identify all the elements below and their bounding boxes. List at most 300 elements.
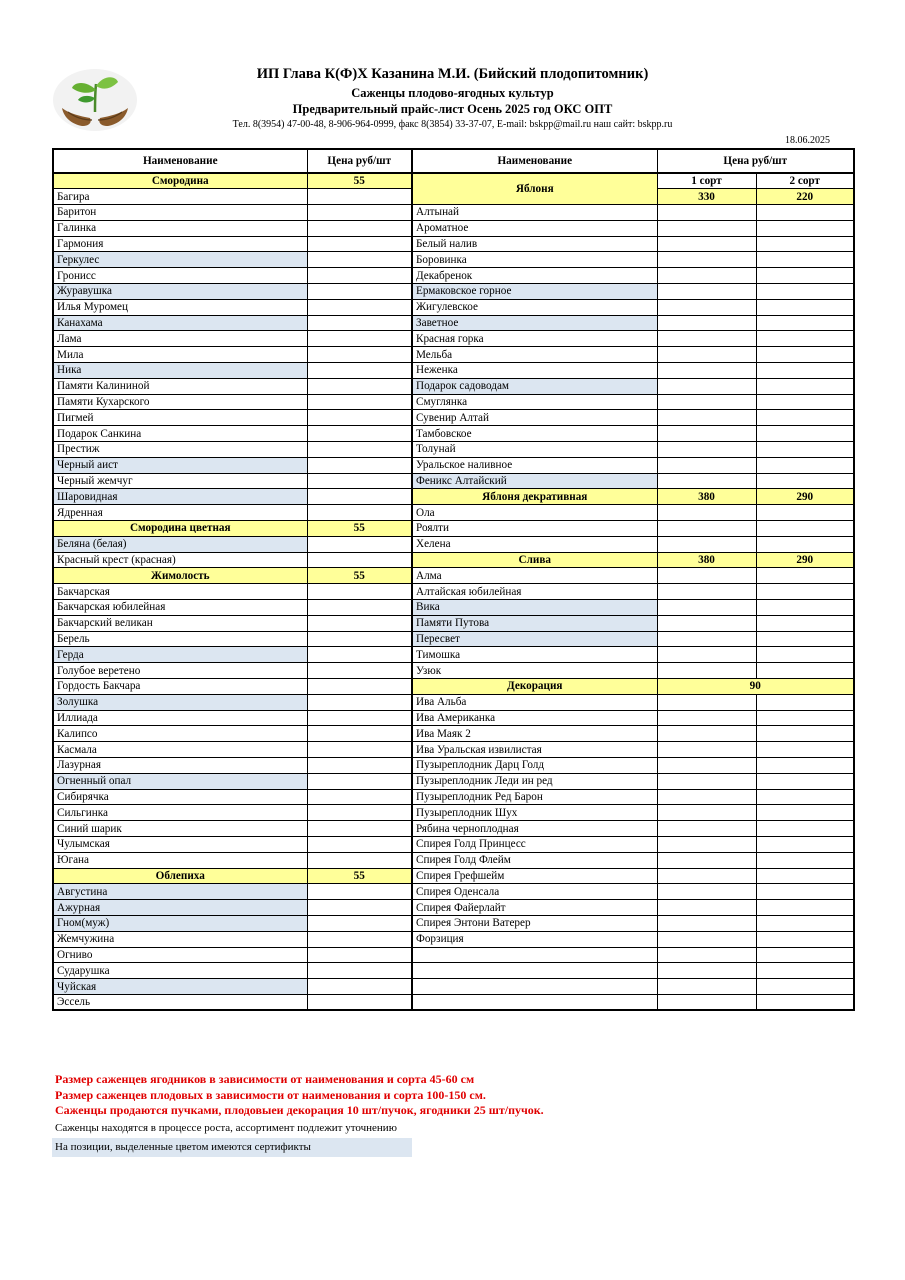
item-name: Баритон — [53, 205, 307, 221]
item-name: Памяти Калининой — [53, 378, 307, 394]
item-price — [307, 473, 412, 489]
item-price — [307, 363, 412, 379]
item-price2 — [756, 505, 854, 521]
item-price2 — [756, 331, 854, 347]
empty-cell — [412, 963, 657, 979]
table-row — [53, 584, 854, 600]
item-price1 — [657, 584, 756, 600]
item-price2 — [756, 710, 854, 726]
item-name: Эссель — [53, 994, 307, 1010]
item-price — [307, 536, 412, 552]
table-row — [53, 252, 854, 268]
item-name: Престиж — [53, 442, 307, 458]
item-name: Огненный опал — [53, 773, 307, 789]
item-name: Красный крест (красная) — [53, 552, 307, 568]
item-price1 — [657, 220, 756, 236]
item-price2 — [756, 457, 854, 473]
item-name: Мельба — [412, 347, 657, 363]
table-row — [53, 694, 854, 710]
table-row — [53, 931, 854, 947]
item-name: Журавушка — [53, 284, 307, 300]
empty-cell — [657, 947, 756, 963]
item-name: Спирея Файерлайт — [412, 900, 657, 916]
price-table — [52, 148, 855, 1011]
item-price — [307, 710, 412, 726]
item-name: Памяти Кухарского — [53, 394, 307, 410]
item-name: Бакчарская юбилейная — [53, 600, 307, 616]
item-price — [307, 315, 412, 331]
category-price1: 380 — [657, 489, 756, 505]
item-name: Спирея Энтони Ватерер — [412, 915, 657, 931]
item-name: Спирея Грефшейм — [412, 868, 657, 884]
item-price1 — [657, 789, 756, 805]
item-price1 — [657, 426, 756, 442]
item-price — [307, 852, 412, 868]
category-name: Смородина — [53, 173, 307, 189]
item-name: Августина — [53, 884, 307, 900]
company-title: ИП Глава К(Ф)Х Казанина М.И. (Бийский плодопитомник) — [256, 66, 649, 82]
item-price — [307, 220, 412, 236]
category-price2: 290 — [756, 552, 854, 568]
item-price1 — [657, 931, 756, 947]
hands-sprout-icon — [52, 68, 138, 132]
item-price — [307, 757, 412, 773]
item-price2 — [756, 394, 854, 410]
empty-cell — [412, 979, 657, 995]
item-price — [307, 647, 412, 663]
item-price2 — [756, 647, 854, 663]
item-price1 — [657, 252, 756, 268]
item-price2 — [756, 694, 854, 710]
table-row — [53, 457, 854, 473]
item-price1 — [657, 600, 756, 616]
table-row — [53, 568, 854, 584]
category-price: 55 — [307, 868, 412, 884]
table-row — [53, 394, 854, 410]
item-price — [307, 994, 412, 1010]
category-price: 55 — [307, 568, 412, 584]
table-row — [53, 663, 854, 679]
item-price1 — [657, 757, 756, 773]
item-price — [307, 394, 412, 410]
col-name2: Наименование — [412, 149, 657, 173]
item-name: Иллиада — [53, 710, 307, 726]
item-price — [307, 884, 412, 900]
table-row — [53, 426, 854, 442]
table-row — [53, 805, 854, 821]
table-row — [53, 299, 854, 315]
empty-cell — [756, 947, 854, 963]
item-name: Белый налив — [412, 236, 657, 252]
table-row — [53, 726, 854, 742]
table-row — [53, 600, 854, 616]
item-price — [307, 236, 412, 252]
item-name: Геркулес — [53, 252, 307, 268]
item-price1 — [657, 663, 756, 679]
item-price — [307, 489, 412, 505]
item-name: Ника — [53, 363, 307, 379]
item-price1 — [657, 694, 756, 710]
item-price1 — [657, 347, 756, 363]
item-price2 — [756, 315, 854, 331]
item-price1 — [657, 631, 756, 647]
item-name: Черный жемчуг — [53, 473, 307, 489]
item-price2 — [756, 868, 854, 884]
table-row — [53, 220, 854, 236]
item-name: Хелена — [412, 536, 657, 552]
item-price2 — [756, 726, 854, 742]
table-row — [53, 710, 854, 726]
table-row — [53, 505, 854, 521]
table-row — [53, 489, 854, 505]
item-price1 — [657, 647, 756, 663]
item-name: Югана — [53, 852, 307, 868]
table-row — [53, 631, 854, 647]
item-name: Пересвет — [412, 631, 657, 647]
category-name: Облепиха — [53, 868, 307, 884]
table-row — [53, 615, 854, 631]
table-row — [53, 442, 854, 458]
category-name: Яблоня — [412, 173, 657, 205]
item-name: Вика — [412, 600, 657, 616]
item-price — [307, 615, 412, 631]
item-price2 — [756, 236, 854, 252]
item-name: Пузыреплодник Ред Барон — [412, 789, 657, 805]
note-line: Размер саженцев ягодников в зависимости от наименования и сорта 45-60 см — [55, 1072, 475, 1086]
item-price2 — [756, 805, 854, 821]
item-price1 — [657, 536, 756, 552]
empty-cell — [412, 994, 657, 1010]
item-name: Чулымская — [53, 836, 307, 852]
empty-cell — [657, 963, 756, 979]
category-price: 55 — [307, 173, 412, 189]
item-price1 — [657, 615, 756, 631]
item-name: Бакчарская — [53, 584, 307, 600]
item-name: Подарок садоводам — [412, 378, 657, 394]
table-row — [53, 347, 854, 363]
item-price1 — [657, 568, 756, 584]
item-price2 — [756, 821, 854, 837]
item-price2 — [756, 915, 854, 931]
notes-red — [55, 1072, 544, 1119]
item-price1 — [657, 868, 756, 884]
item-name: Ива Маяк 2 — [412, 726, 657, 742]
note-line: Саженцы продаются пучками, плодовыеи декорация 10 шт/пучок, ягодники 25 шт/пучок. — [55, 1103, 544, 1118]
item-price1 — [657, 205, 756, 221]
item-price1 — [657, 315, 756, 331]
category-price2: 290 — [756, 489, 854, 505]
item-name: Уральское наливное — [412, 457, 657, 473]
item-price2 — [756, 299, 854, 315]
item-price1 — [657, 284, 756, 300]
item-price1 — [657, 884, 756, 900]
item-price1 — [657, 915, 756, 931]
item-name: Жигулевское — [412, 299, 657, 315]
item-name: Гном(муж) — [53, 915, 307, 931]
item-name: Лама — [53, 331, 307, 347]
item-price1 — [657, 299, 756, 315]
item-price1 — [657, 378, 756, 394]
table-row — [53, 679, 854, 695]
item-name: Форзиция — [412, 931, 657, 947]
item-name: Алтынай — [412, 205, 657, 221]
item-price2 — [756, 426, 854, 442]
item-price2 — [756, 773, 854, 789]
table-row — [53, 979, 854, 995]
item-name: Спирея Голд Принцесс — [412, 836, 657, 852]
item-name: Мила — [53, 347, 307, 363]
category-name: Жимолость — [53, 568, 307, 584]
item-price1 — [657, 363, 756, 379]
table-row — [53, 647, 854, 663]
empty-cell — [756, 979, 854, 995]
item-price2 — [756, 378, 854, 394]
table-row — [53, 268, 854, 284]
item-price — [307, 979, 412, 995]
table-row — [53, 868, 854, 884]
item-name: Ива Американка — [412, 710, 657, 726]
item-name: Огниво — [53, 947, 307, 963]
item-name: Галинка — [53, 220, 307, 236]
item-price — [307, 426, 412, 442]
item-price — [307, 963, 412, 979]
table-row — [53, 536, 854, 552]
item-price2 — [756, 631, 854, 647]
empty-cell — [412, 947, 657, 963]
item-name: Ермаковское горное — [412, 284, 657, 300]
empty-cell — [756, 963, 854, 979]
category-name: Яблоня декративная — [412, 489, 657, 505]
table-row — [53, 821, 854, 837]
item-name: Калипсо — [53, 726, 307, 742]
item-name: Тимошка — [412, 647, 657, 663]
item-price — [307, 631, 412, 647]
item-name: Ива Уральская извилистая — [412, 742, 657, 758]
item-name: Алтайская юбилейная — [412, 584, 657, 600]
table-row — [53, 363, 854, 379]
table-row — [53, 773, 854, 789]
item-price2 — [756, 884, 854, 900]
item-name: Жемчужина — [53, 931, 307, 947]
item-price — [307, 252, 412, 268]
item-price2 — [756, 663, 854, 679]
item-name: Канахама — [53, 315, 307, 331]
item-name: Синий шарик — [53, 821, 307, 837]
category-price1: 380 — [657, 552, 756, 568]
item-price1 — [657, 521, 756, 537]
item-price2 — [756, 252, 854, 268]
category-name: Декорация — [412, 679, 657, 695]
item-price2 — [756, 584, 854, 600]
item-name: Памяти Путова — [412, 615, 657, 631]
item-name: Сибирячка — [53, 789, 307, 805]
item-name: Гронисс — [53, 268, 307, 284]
item-price — [307, 836, 412, 852]
item-name: Гордость Бакчара — [53, 679, 307, 695]
item-price1 — [657, 505, 756, 521]
category-price2: 220 — [756, 189, 854, 205]
item-name: Герда — [53, 647, 307, 663]
item-price — [307, 378, 412, 394]
item-name: Касмала — [53, 742, 307, 758]
item-name: Багира — [53, 189, 307, 205]
table-row — [53, 473, 854, 489]
table-row — [53, 521, 854, 537]
table-row — [53, 205, 854, 221]
table-row — [53, 884, 854, 900]
item-name: Бакчарский великан — [53, 615, 307, 631]
item-price — [307, 584, 412, 600]
item-name: Смуглянка — [412, 394, 657, 410]
grade1-label: 1 сорт — [657, 173, 756, 189]
item-price1 — [657, 236, 756, 252]
col-name: Наименование — [53, 149, 307, 173]
subtitle: Саженцы плодово-ягодных культур — [351, 86, 554, 100]
item-name: Пигмей — [53, 410, 307, 426]
item-price2 — [756, 757, 854, 773]
item-price2 — [756, 789, 854, 805]
item-price — [307, 679, 412, 695]
table-row — [53, 852, 854, 868]
item-name: Подарок Санкина — [53, 426, 307, 442]
table-row — [53, 963, 854, 979]
item-price — [307, 284, 412, 300]
item-name: Декабренок — [412, 268, 657, 284]
item-name: Неженка — [412, 363, 657, 379]
item-name: Пузыреплодник Леди ин ред — [412, 773, 657, 789]
item-price1 — [657, 726, 756, 742]
item-price2 — [756, 220, 854, 236]
item-price1 — [657, 900, 756, 916]
item-name: Сильгинка — [53, 805, 307, 821]
item-price — [307, 805, 412, 821]
item-price2 — [756, 600, 854, 616]
item-name: Голубое веретено — [53, 663, 307, 679]
item-price2 — [756, 536, 854, 552]
table-row — [53, 173, 854, 189]
table-row — [53, 789, 854, 805]
item-name: Лазурная — [53, 757, 307, 773]
item-price — [307, 947, 412, 963]
item-name: Ядренная — [53, 505, 307, 521]
item-name: Роялти — [412, 521, 657, 537]
item-price — [307, 442, 412, 458]
item-price — [307, 189, 412, 205]
item-price2 — [756, 931, 854, 947]
item-price1 — [657, 836, 756, 852]
item-price — [307, 299, 412, 315]
category-price: 55 — [307, 521, 412, 537]
item-name: Шаровидная — [53, 489, 307, 505]
grade2-label: 2 сорт — [756, 173, 854, 189]
item-price2 — [756, 473, 854, 489]
item-price2 — [756, 205, 854, 221]
item-name: Феникс Алтайский — [412, 473, 657, 489]
item-price2 — [756, 852, 854, 868]
table-row — [53, 915, 854, 931]
item-price — [307, 789, 412, 805]
pricelist-title: Предварительный прайс-лист Осень 2025 год ОКС ОПТ — [292, 102, 613, 116]
item-price2 — [756, 284, 854, 300]
item-price — [307, 205, 412, 221]
item-price — [307, 915, 412, 931]
item-price — [307, 821, 412, 837]
item-price — [307, 726, 412, 742]
table-row — [53, 947, 854, 963]
item-price — [307, 331, 412, 347]
table-row — [53, 410, 854, 426]
item-price — [307, 900, 412, 916]
item-price1 — [657, 268, 756, 284]
item-name: Золушка — [53, 694, 307, 710]
item-name: Красная горка — [412, 331, 657, 347]
item-price2 — [756, 363, 854, 379]
category-price1: 330 — [657, 189, 756, 205]
item-price2 — [756, 442, 854, 458]
item-price2 — [756, 347, 854, 363]
item-name: Рябина черноплодная — [412, 821, 657, 837]
date: 18.06.2025 — [785, 135, 830, 146]
item-name: Сударушка — [53, 963, 307, 979]
item-price — [307, 931, 412, 947]
item-price1 — [657, 442, 756, 458]
item-price — [307, 600, 412, 616]
table-row — [53, 742, 854, 758]
item-price2 — [756, 742, 854, 758]
category-price: 90 — [657, 679, 854, 695]
category-name: Слива — [412, 552, 657, 568]
table-row — [53, 284, 854, 300]
item-price2 — [756, 568, 854, 584]
item-price — [307, 663, 412, 679]
item-price2 — [756, 410, 854, 426]
note-line: Размер саженцев плодовых в зависимости от наименования и сорта 100-150 см. — [55, 1087, 486, 1102]
category-name: Смородина цветная — [53, 521, 307, 537]
col-price: Цена руб/шт — [307, 149, 412, 173]
item-name: Боровинка — [412, 252, 657, 268]
table-row — [53, 757, 854, 773]
table-row — [53, 236, 854, 252]
table-row — [53, 378, 854, 394]
item-name: Пузыреплодник Дарц Голд — [412, 757, 657, 773]
item-name: Беляна (белая) — [53, 536, 307, 552]
item-price — [307, 457, 412, 473]
item-price1 — [657, 852, 756, 868]
item-price2 — [756, 900, 854, 916]
item-price — [307, 347, 412, 363]
item-name: Ароматное — [412, 220, 657, 236]
item-name: Пузыреплодник Шух — [412, 805, 657, 821]
table-row — [53, 315, 854, 331]
item-price — [307, 410, 412, 426]
item-price — [307, 742, 412, 758]
empty-cell — [756, 994, 854, 1010]
item-price1 — [657, 410, 756, 426]
item-name: Гармония — [53, 236, 307, 252]
item-price2 — [756, 836, 854, 852]
item-price — [307, 505, 412, 521]
table-row — [53, 994, 854, 1010]
item-price1 — [657, 773, 756, 789]
item-price2 — [756, 268, 854, 284]
item-price — [307, 268, 412, 284]
item-name: Чуйская — [53, 979, 307, 995]
item-name: Заветное — [412, 315, 657, 331]
item-price — [307, 552, 412, 568]
header-row — [53, 149, 854, 173]
item-price1 — [657, 457, 756, 473]
note-certified: На позиции, выделенные цветом имеются сертификты — [52, 1138, 412, 1157]
